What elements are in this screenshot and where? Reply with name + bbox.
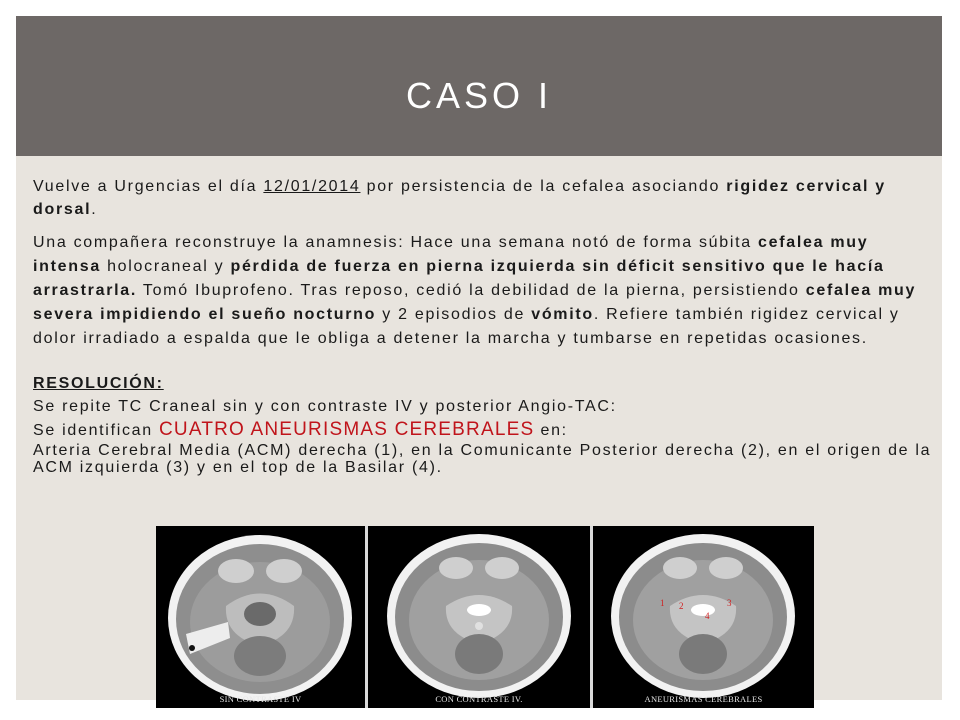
text-run: en: bbox=[534, 422, 568, 439]
text-run: . Refiere también rigidez cervical y dolor irradiado a espalda que le obliga a detener la marcha y tumbarse en repetidas ocasiones. bbox=[33, 306, 900, 347]
text-run: holocraneal y bbox=[100, 258, 231, 275]
paragraph-return-visit bbox=[33, 175, 938, 221]
image-caption: SIN CONTRASTE IV bbox=[219, 694, 302, 704]
slide-title: CASO I bbox=[405, 75, 553, 116]
text-run: por persistencia de la cefalea asociando bbox=[360, 178, 727, 195]
aneurysm-highlight: CUATRO ANEURISMAS CEREBRALES bbox=[159, 419, 535, 440]
ct-image-strip bbox=[156, 526, 814, 708]
image-caption: ANEURISMAS CEREBRALES bbox=[644, 694, 763, 704]
heading-text: RESOLUCIÓN: bbox=[33, 375, 164, 392]
resolution-heading bbox=[33, 372, 938, 395]
text-run: Se identifican bbox=[33, 422, 160, 439]
slide-body bbox=[33, 175, 938, 476]
bold-symptom: cefalea muy intensa bbox=[33, 234, 869, 275]
aneurysm-marker-2: 2 bbox=[679, 601, 684, 611]
aneurysm-marker-4: 4 bbox=[705, 611, 710, 621]
visit-date: 12/01/2014 bbox=[263, 178, 361, 195]
text-run: Vuelve a Urgencias el día bbox=[33, 178, 264, 195]
ct-scan-no-contrast bbox=[156, 526, 365, 708]
bold-symptom: pérdida de fuerza en pierna izquierda sin déficit sensitivo que le hacía arrastrarla. bbox=[33, 258, 885, 299]
resolution-line-aneurysms bbox=[33, 418, 938, 442]
text-run: Tomó Ibuprofeno. Tras reposo, cedió la debilidad de la pierna, persistiendo bbox=[137, 282, 806, 299]
aneurysm-marker-1: 1 bbox=[660, 598, 665, 608]
text-run: y 2 episodios de bbox=[376, 306, 532, 323]
brain-ct-icon bbox=[156, 526, 365, 708]
bold-symptom: vómito bbox=[531, 306, 594, 323]
brain-ct-icon bbox=[368, 526, 590, 708]
brain-ct-icon bbox=[593, 526, 814, 708]
text-run: Una compañera reconstruye la anamnesis: Hace una semana notó de forma súbita bbox=[33, 234, 759, 251]
ct-scan-with-contrast bbox=[368, 526, 590, 708]
resolution-line-locations: Arteria Cerebral Media (ACM) derecha (1), en la Comunicante Posterior derecha (2), en el origen de la ACM izquierda (3) y en el top de la Basilar (4). bbox=[33, 442, 932, 476]
image-caption: CON CONTRASTE IV. bbox=[435, 694, 523, 704]
text-run: . bbox=[91, 201, 98, 218]
bold-symptom: rigidez cervical y dorsal bbox=[33, 178, 886, 218]
paragraph-anamnesis bbox=[33, 231, 938, 351]
aneurysm-marker-3: 3 bbox=[727, 598, 732, 608]
resolution-line-ct: Se repite TC Craneal sin y con contraste IV y posterior Angio-TAC: bbox=[33, 398, 617, 415]
ct-scan-aneurysms bbox=[593, 526, 814, 708]
bold-symptom: cefalea muy severa impidiendo el sueño nocturno bbox=[33, 282, 917, 323]
